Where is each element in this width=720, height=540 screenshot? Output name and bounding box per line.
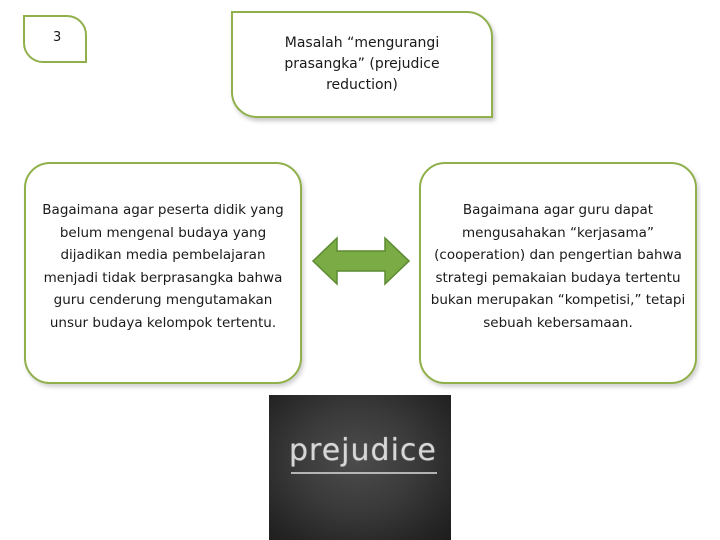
right-question-box (419, 162, 697, 384)
chalk-underline (291, 472, 437, 474)
chalkboard-word: prejudice (289, 433, 437, 468)
slide-number-box (23, 15, 87, 63)
arrow-shape (313, 238, 409, 284)
double-headed-arrow-icon (312, 236, 410, 286)
title-box (231, 11, 493, 118)
left-question-box (24, 162, 302, 384)
left-question-text: Bagaimana agar peserta didik yang belum mengenal budaya yang dijadikan media pembelajaran menjadi tidak berprasangka bahwa guru cenderung mengutamakan unsur budaya kelompok tertentu. (42, 202, 284, 331)
slide-number: 3 (53, 30, 62, 45)
chalkboard-image (269, 395, 451, 540)
right-question-text: Bagaimana agar guru dapat mengusahakan “kerjasama” (cooperation) dan pengertian bahwa strategi pemakaian budaya tertentu bukan merupakan “kompetisi,” tetapi sebuah kebersamaan. (430, 202, 686, 331)
title-text: Masalah “mengurangi prasangka” (prejudice reduction) (284, 35, 440, 93)
